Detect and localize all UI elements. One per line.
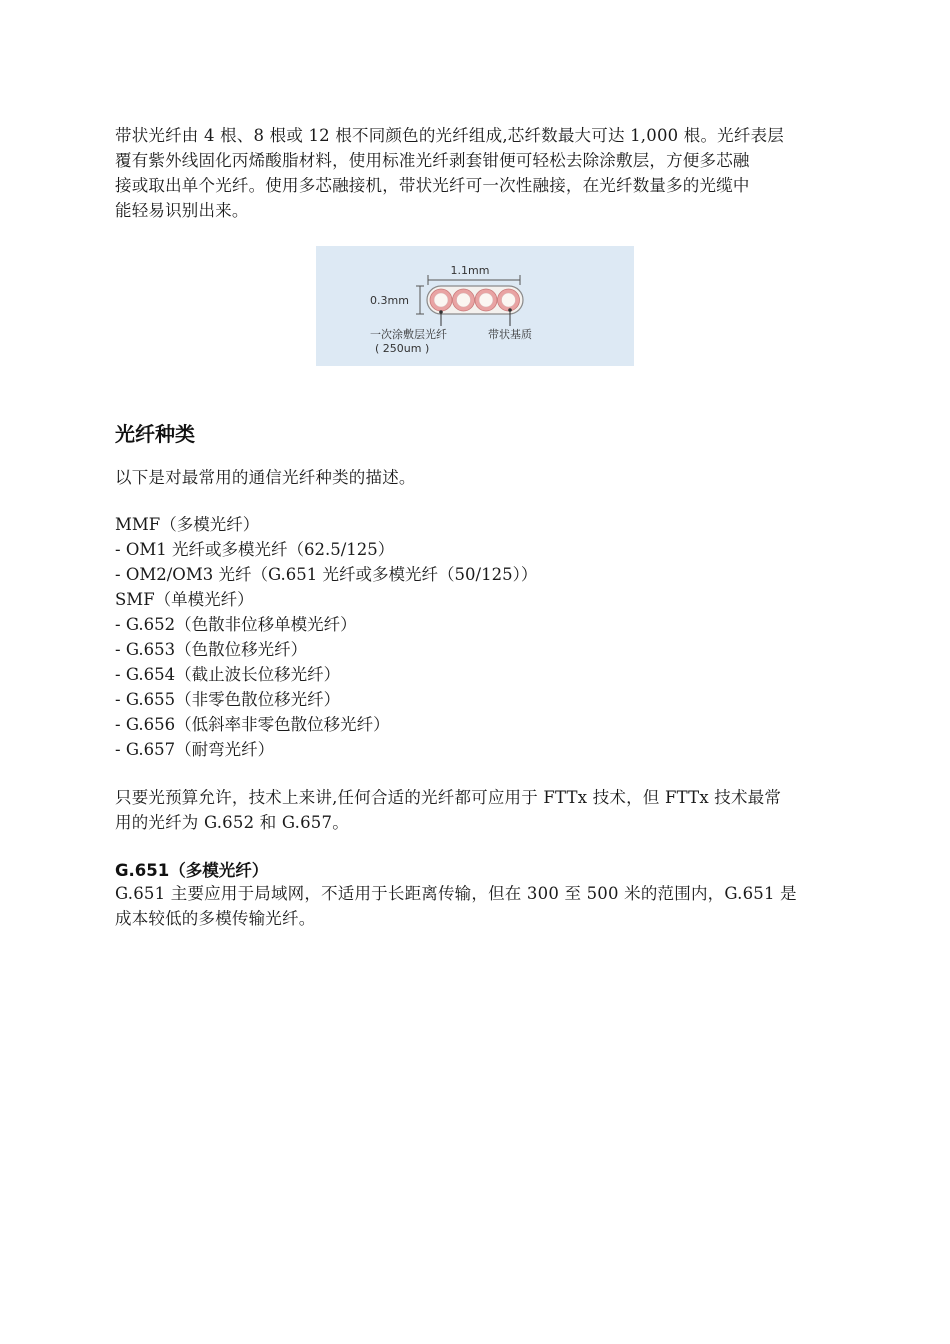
fiber-core — [479, 293, 493, 307]
fiber-core — [457, 293, 471, 307]
paragraph-line: 覆有紫外线固化丙烯酸脂材料，使用标准光纤剥套钳便可轻松去除涂敷层，方便多芯融 — [115, 151, 750, 170]
fiber-core — [434, 293, 448, 307]
height-label: 0.3mm — [370, 294, 409, 307]
list-item: - G.654（截止波长位移光纤） — [115, 665, 341, 684]
list-item: MMF（多模光纤） — [115, 515, 260, 534]
fiber-core — [502, 293, 516, 307]
paragraph-line: 用的光纤为 G.652 和 G.657。 — [115, 813, 349, 832]
list-item: - G.655（非零色散位移光纤） — [115, 690, 341, 709]
ribbon-fiber-paragraph — [115, 123, 840, 223]
section-intro — [115, 465, 840, 490]
ribbon-fiber-svg — [316, 246, 634, 366]
primary-coating-label: 一次涂敷层光纤 — [370, 328, 447, 341]
paragraph-line: 带状光纤由 4 根、8 根或 12 根不同颜色的光纤组成,芯纤数最大可达 1,000 根。光纤表层 — [115, 126, 784, 145]
list-item: - OM1 光纤或多模光纤（62.5/125） — [115, 540, 395, 559]
matrix-label: 带状基质 — [488, 328, 532, 341]
g651-paragraph — [115, 881, 840, 931]
paragraph-line: 接或取出单个光纤。使用多芯融接机，带状光纤可一次性融接，在光纤数量多的光缆中 — [115, 176, 750, 195]
paragraph-line: 成本较低的多模传输光纤。 — [115, 909, 316, 928]
paragraph-line: 只要光预算允许，技术上来讲,任何合适的光纤都可应用于 FTTx 技术，但 FTTx 技术最常 — [115, 788, 782, 807]
list-item: - G.653（色散位移光纤） — [115, 640, 308, 659]
list-item: - G.657（耐弯光纤） — [115, 740, 275, 759]
paragraph-line: G.651 主要应用于局域网，不适用于长距离传输，但在 300 至 500 米的范围内，G.651 是 — [115, 884, 797, 903]
width-label: 1.1mm — [450, 264, 490, 277]
list-item: SMF（单模光纤） — [115, 590, 254, 609]
paragraph-line: 能轻易识别出来。 — [115, 201, 249, 220]
ribbon-fiber-diagram — [316, 246, 634, 366]
section-title: 光纤种类 — [115, 422, 195, 446]
fttx-paragraph — [115, 785, 840, 835]
list-item: - G.656（低斜率非零色散位移光纤） — [115, 715, 390, 734]
g651-title: G.651（多模光纤） — [115, 861, 269, 880]
paragraph-line: 以下是对最常用的通信光纤种类的描述。 — [115, 468, 416, 487]
list-item: - OM2/OM3 光纤（G.651 光纤或多模光纤（50/125）） — [115, 565, 538, 584]
fiber-type-list — [115, 512, 537, 762]
primary-coating-size: ( 250um ) — [375, 342, 430, 355]
list-item: - G.652（色散非位移单模光纤） — [115, 615, 357, 634]
